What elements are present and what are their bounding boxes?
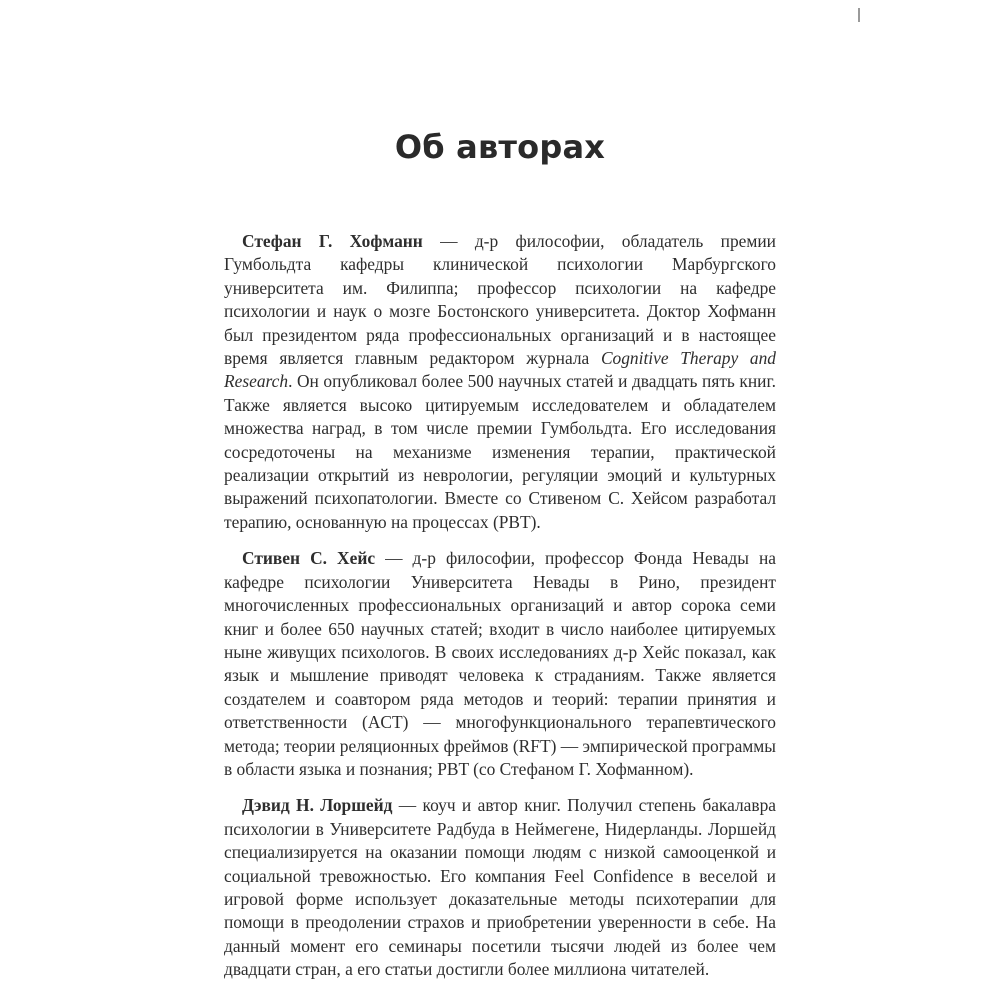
author-bio-text: — коуч и автор книг. Получил степень бакалавра психологии в Университете Радбуда в Неймегене, Нидерланды. Лоршейд специализируется на оказании помощи людям с низкой самооценкой и социальной тревожностью. Его компания Feel Confidence в веселой и игровой форме использует доказательные методы психотерапии для помощи в преодолении страхов и приобретении уверенности в себе. На данный момент его семинары посетили тысячи людей из более чем двадцати стран, а его статьи достигли более миллиона читателей. [224, 795, 776, 980]
author-bio-text: . Он опубликовал более 500 научных статей и двадцать пять книг. Также является высоко цитируемым исследователем и обладателем множества наград, в том числе премии Гумбольдта. Его исследования сосредоточены на механизме изменения терапии, практической реализации открытий из неврологии, регуляции эмоций и культурных выражений психопатологии. Вместе со Стивеном С. Хейсом разработал терапию, основанную на процессах (PBT). [224, 371, 776, 532]
author-bio-text: — д-р философии, профессор Фонда Невады на кафедре психологии Университета Невады в Рино, президент многочисленных профессиональных организаций и автор сорока семи книг и более 650 научных статей; входит в число наиболее цитируемых ныне живущих психологов. В своих исследованиях д-р Хейс показал, как язык и мышление приводят человека к страданиям. Также является создателем и соавтором ряда методов и теорий: терапии принятия и ответственности (ACT) — многофункционального терапевтического метода; теории реляционных фреймов (RFT) — эмпирической программы в области языка и познания; PBT (со Стефаном Г. Хофманном). [224, 548, 776, 779]
scan-edge-mark [858, 8, 860, 22]
author-bio-text: — д-р философии, обладатель премии Гумбольдта кафедры клинической психологии Марбургского университета им. Филиппа; профессор психологии на кафедре психологии и наук о мозге Бостонского университета. Доктор Хофманн был президентом ряда профессиональных организаций и в настоящее время является главным редактором журнала [224, 231, 776, 369]
author-name: Стивен С. Хейс [242, 548, 376, 569]
author-bio-hofmann [224, 230, 776, 534]
author-name: Стефан Г. Хофманн [242, 231, 423, 251]
author-bio-lorscheid [224, 794, 776, 981]
page-title: Об авторах [394, 128, 606, 166]
author-name: Дэвид Н. Лоршейд [242, 795, 393, 816]
authors-section [224, 230, 776, 995]
journal-title: Cognitive Therapy and Research [224, 348, 776, 392]
author-bio-hayes [224, 547, 776, 781]
